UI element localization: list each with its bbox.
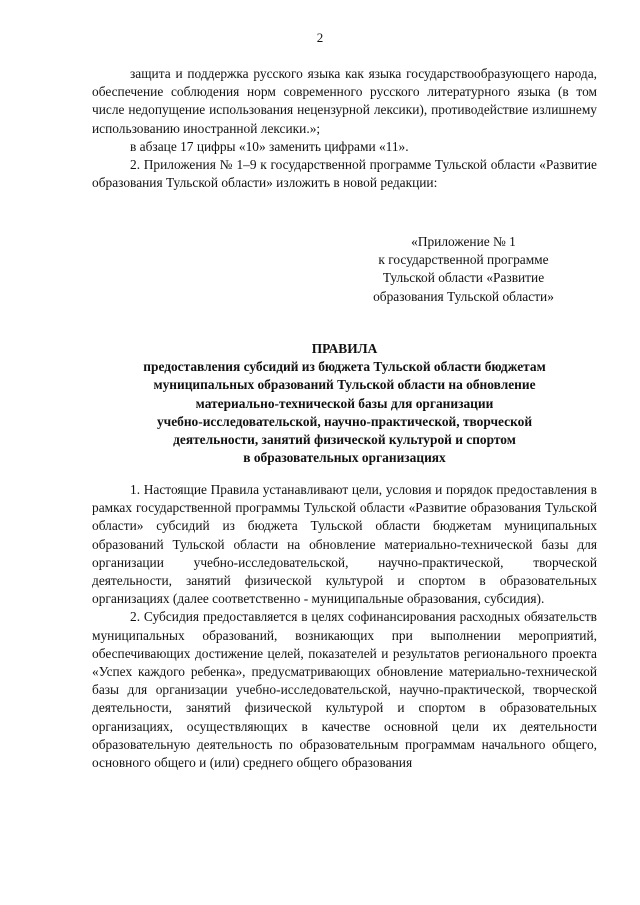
amendment-text (92, 65, 597, 192)
amendment-paragraph: защита и поддержка русского языка как языка государствообразующего народа, обеспечение соблюдения норм современного русского литературного языка (в том числе недопущение использования нецензурной лексики), противодействие излишнему использованию иностранной лексики.»; (92, 66, 597, 136)
title-line: материально-технической базы для организации (195, 395, 494, 411)
title-line: в образовательных организациях (243, 450, 446, 466)
rules-text (92, 481, 597, 772)
title-heading: ПРАВИЛА (311, 341, 378, 356)
title-line: предоставления субсидий из бюджета Тульской области бюджетам (143, 359, 546, 375)
title-line: муниципальных образований Тульской области на обновление (153, 377, 536, 393)
rule-paragraph: 2. Субсидия предоставляется в целях софинансирования расходных обязательств муниципальных образований, возникающих при выполнении мероприятий, обеспечивающих достижение целей, показателей и результатов регионального проекта «Успех каждого ребенка», предусматривающих обновление материально-технической базы для организации учебно-исследовательской, научно-практической, творческой деятельности, занятий физической культурой и спортом в образовательных организациях, осуществляющих в качестве основной цели их деятельности образовательную деятельность по образовательным программам начального общего, основного общего и (или) среднего общего образования (92, 609, 597, 771)
amendment-paragraph: 2. Приложения № 1–9 к государственной программе Тульской области «Развитие образования Тульской области» изложить в новой редакции: (92, 157, 597, 191)
annex-header (355, 233, 572, 306)
annex-line: «Приложение № 1 (411, 234, 516, 249)
title-line: деятельности, занятий физической культурой и спортом (173, 432, 516, 448)
page-number: 2 (316, 30, 324, 45)
amendment-paragraph: в абзаце 17 цифры «10» заменить цифрами «11». (130, 138, 409, 154)
document-title (92, 340, 597, 467)
annex-line: к государственной программе (378, 252, 549, 268)
annex-line: Тульской области «Развитие (382, 270, 545, 286)
rule-paragraph: 1. Настоящие Правила устанавливают цели, условия и порядок предоставления в рамках государственной программы Тульской области «Развитие образования Тульской области» субсидий из бюджета Тульской области бюджетам муниципальных образований Тульской области на обновление материально-технической базы для организации учебно-исследовательской, научно-практической, творческой деятельности, занятий физической культурой и спортом в образовательных организациях (далее соответственно - муниципальные образования, субсидия). (92, 482, 597, 607)
annex-line: образования Тульской области» (373, 288, 554, 304)
title-line: учебно-исследовательской, научно-практической, творческой (156, 413, 533, 429)
